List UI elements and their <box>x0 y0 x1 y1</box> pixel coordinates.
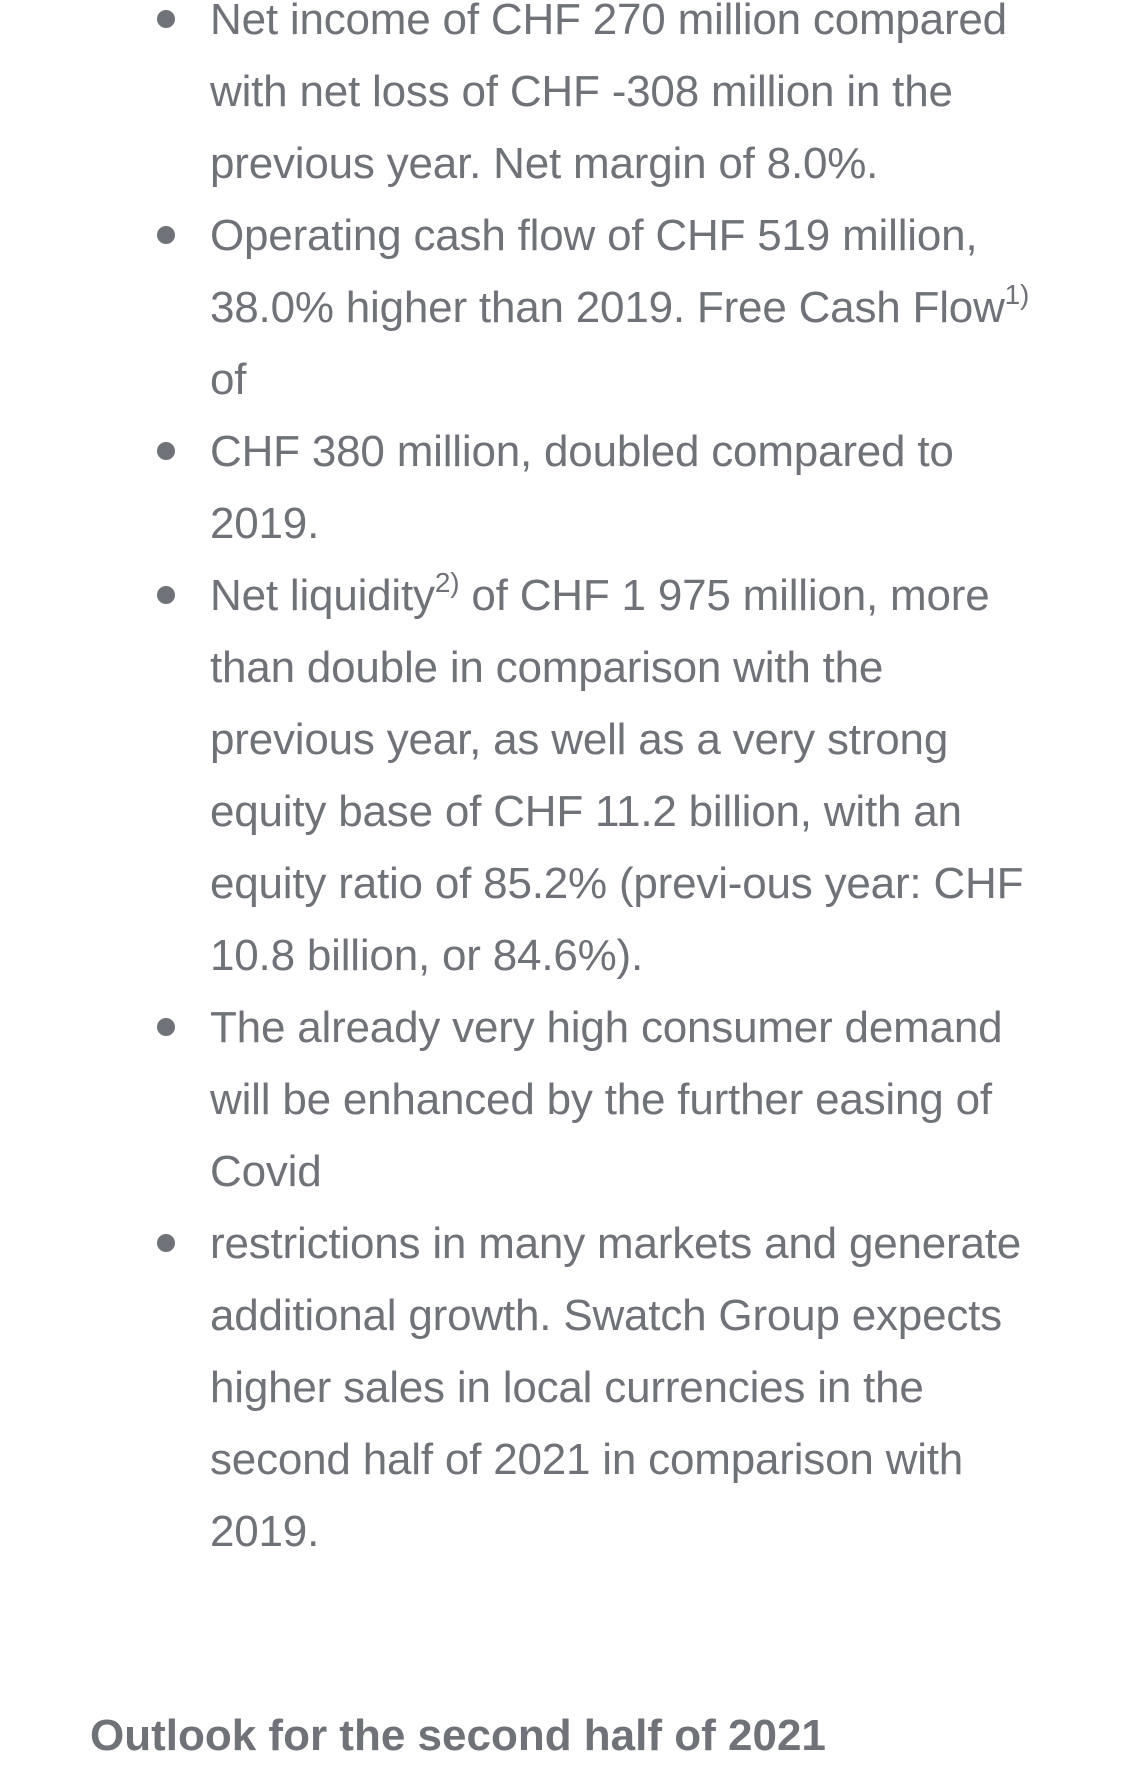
list-item <box>0 200 1124 416</box>
section-heading: Outlook for the second half of 2021 <box>90 1711 826 1760</box>
list-item-text: Net income of CHF 270 million compared with net loss of CHF -308 million in the previous year. Net margin of 8.0%. <box>210 0 1007 188</box>
bullet-icon <box>157 1018 175 1036</box>
list-item-text: restrictions in many markets and generate additional growth. Swatch Group expects higher sales in local currencies in the second half of 2021 in comparison with 2019. <box>210 1219 1022 1556</box>
bullet-icon <box>157 1234 175 1252</box>
bullet-icon <box>157 10 175 28</box>
bullet-icon <box>157 226 175 244</box>
list-item <box>0 0 1124 200</box>
list-item-text-continued: of <box>210 355 247 404</box>
footnote-ref: 1) <box>1004 279 1030 310</box>
list-item <box>0 992 1124 1208</box>
bullet-icon <box>157 586 175 604</box>
list-item-text: The already very high consumer demand will be enhanced by the further easing of Covid <box>210 1003 1003 1196</box>
list-item <box>0 560 1124 992</box>
list-item <box>0 416 1124 560</box>
footnote-ref: 2) <box>434 567 460 598</box>
list-item-text: Operating cash flow of CHF 519 million, 38.0% higher than 2019. Free Cash Flow <box>210 211 1005 332</box>
bullet-icon <box>157 442 175 460</box>
list-item-text-continued: of CHF 1 975 million, more than double in comparison with the previous year, as well as a very strong equity base of CHF 11.2 billion, with an equity ratio of 85.2% (previ-ous year: CHF 10.8 billion, or 84.6%). <box>210 571 1024 980</box>
list-item-text: Net liquidity <box>210 571 435 620</box>
list-item <box>0 1208 1124 1568</box>
list-item-text: CHF 380 million, doubled compared to 2019. <box>210 427 954 548</box>
